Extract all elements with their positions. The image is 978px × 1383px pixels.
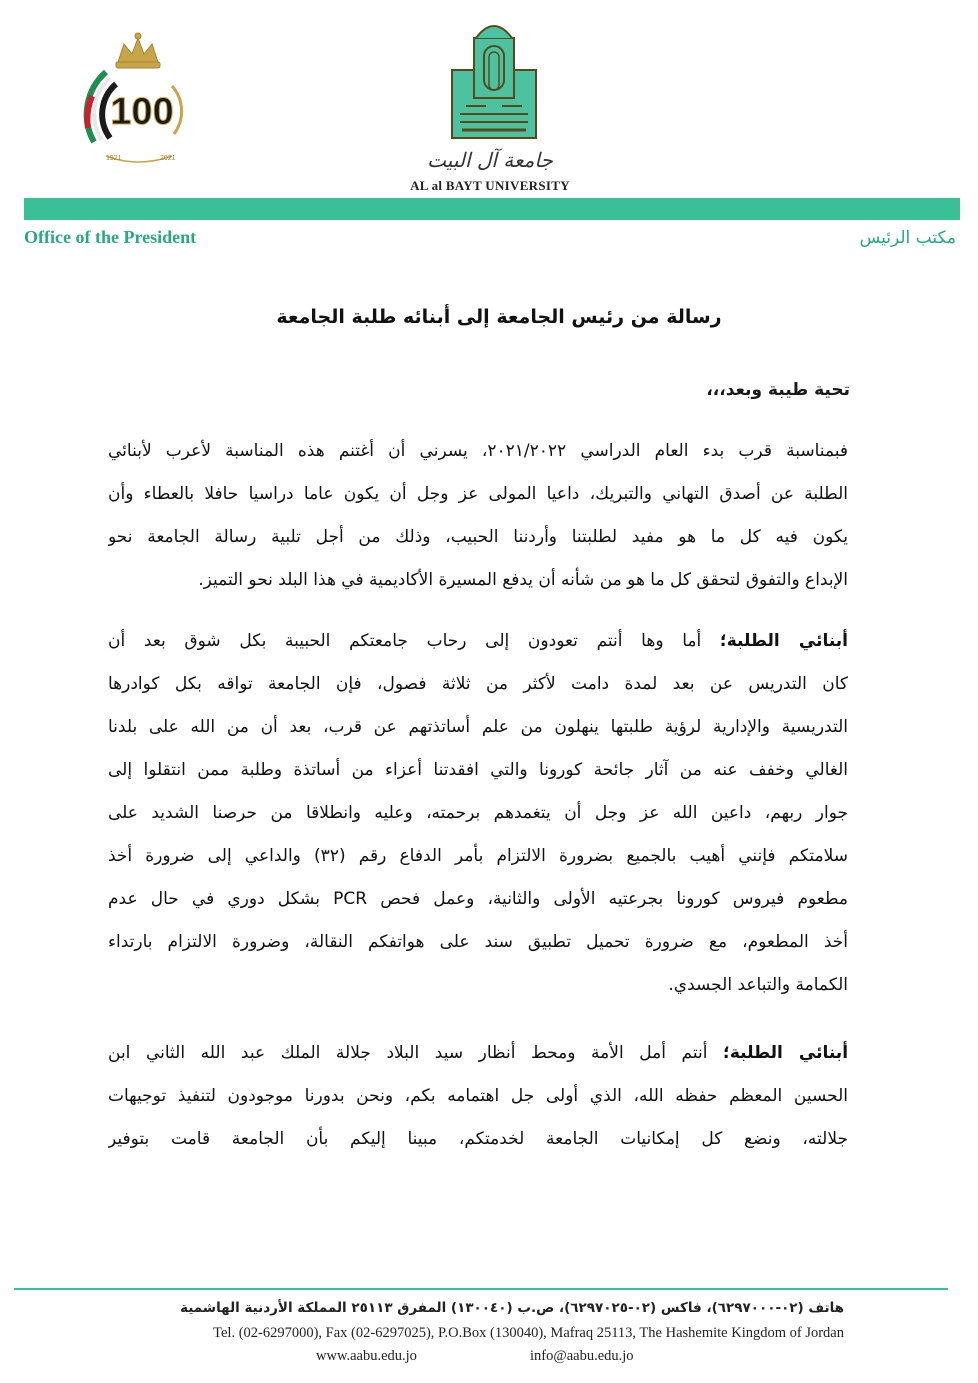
paragraph-line-text: أما وها أنتم تعودون إلى رحاب جامعتكم الحبيبة بكل شوق بعد أن	[108, 631, 702, 651]
paragraph-hope-of-nation	[108, 1032, 848, 1161]
crown-icon	[116, 33, 160, 68]
office-title-arabic: مكتب الرئيس	[859, 228, 956, 248]
centennial-end-year: 2021	[160, 155, 176, 162]
footer-divider	[14, 1288, 948, 1290]
paragraph-line: جلالته، ونضع كل إمكانيات الجامعة لخدمتكم، مبينا إليكم بأن الجامعة قامت بتوفير	[108, 1129, 848, 1149]
paragraph-line: كان التدريس عن بعد لمدة دامت لأكثر من ثلاثة فصول، فإن الجامعة تواقه بكل كوادرها	[108, 674, 848, 694]
university-emblem-logo	[446, 18, 542, 144]
paragraph-opening	[108, 430, 848, 602]
jordan-centennial-logo	[76, 28, 200, 168]
paragraph-line: الإبداع والتفوق لتحقق كل ما هو من شأنه أن يدفع المسيرة الأكاديمية في هذا البلد نحو التميز.	[198, 570, 848, 590]
paragraph-line: الكمامة والتباعد الجسدي.	[668, 975, 848, 995]
paragraph-line: سلامتكم فإنني أهيب بالجميع بضرورة الالتزام بأمر الدفاع رقم (٣٢) والداعي إلى ضرورة أخذ	[108, 846, 848, 866]
centennial-start-year: 1921	[106, 155, 122, 162]
university-name-english: AL al BAYT UNIVERSITY	[410, 178, 570, 193]
paragraph-line-text: أنتم أمل الأمة ومحط أنظار سيد البلاد جلالة الملك عبد الله الثاني ابن	[108, 1043, 708, 1063]
paragraph-line: فبمناسبة قرب بدء العام الدراسي ٢٠٢١/٢٠٢٢، يسرني أن أغتنم هذه المناسبة لأعرب لأبنائي	[108, 441, 848, 461]
paragraph-line	[108, 620, 848, 663]
paragraph-line: الغالي وخفف عنه من آثار جائحة كورونا والتي افقدتنا أعزاء من أساتذة وطلبة ممن انتقلوا إلى	[108, 760, 848, 780]
paragraph-line: مطعوم فيروس كورونا بجرعتيه الأولى والثانية، وعمل فحص PCR بشكل دوري في حال عدم	[108, 889, 848, 909]
paragraph-line: التدريسية والإدارية لرؤية طلبتها ينهلون من علم أساتذتهم عن قرب، بعد أن من الله على بلدنا	[108, 717, 848, 737]
centennial-number: 100	[110, 91, 174, 133]
footer-website-link[interactable]: www.aabu.edu.jo	[316, 1348, 417, 1364]
paragraph-line: يكون فيه كل ما هو مفيد لطلبتنا وأردننا الحبيب، وذلك من أجل تلبية رسالة الجامعة نحو	[108, 527, 848, 547]
header-divider-bar	[24, 198, 960, 220]
paragraph-line: جوار ربهم، داعين الله عز وجل أن يتغمدهم برحمته، وعليه وانطلاقا من حرصنا الشديد على	[108, 803, 848, 823]
paragraph-line: الطلبة عن أصدق التهاني والتبريك، داعيا المولى عز وجل أن يكون عاما دراسيا حافلا بالعطاء وأن	[108, 484, 848, 504]
paragraph-line: أخذ المطعوم، مع ضرورة تحميل تطبيق سند على هواتفكم النقالة، وضرورة الالتزام بارتداء	[108, 932, 848, 952]
footer-contact-arabic: هاتف (٠٢-٦٢٩٧٠٠٠)، فاكس (٠٢-٦٢٩٧٠٢٥)، ص.ب (١٣٠٠٤٠) المفرق ٢٥١١٣ المملكة الأردنية الهاشمية	[180, 1300, 844, 1316]
letter-title: رسالة من رئيس الجامعة إلى أبنائه طلبة الجامعة	[276, 306, 722, 328]
letter-greeting: تحية طيبة وبعد،،،	[706, 380, 850, 400]
footer-email-link[interactable]: info@aabu.edu.jo	[530, 1348, 634, 1364]
footer-contact-english: Tel. (02-6297000), Fax (02-6297025), P.O.Box (130040), Mafraq 25113, The Hashemite Kingdom of Jordan	[213, 1325, 844, 1341]
paragraph-lead: أبنائي الطلبة؛	[719, 631, 848, 651]
paragraph-line	[108, 1032, 848, 1075]
paragraph-return-to-campus	[108, 620, 848, 1007]
paragraph-line: الحسين المعظم حفظه الله، الذي أولى جل اهتمامه بكم، ونحن بدورنا موجودون لتنفيذ توجيهات	[108, 1086, 848, 1106]
office-title-english: Office of the President	[24, 227, 197, 247]
university-name-arabic: جامعة آل البيت	[427, 148, 553, 172]
paragraph-lead: أبنائي الطلبة؛	[723, 1043, 848, 1063]
